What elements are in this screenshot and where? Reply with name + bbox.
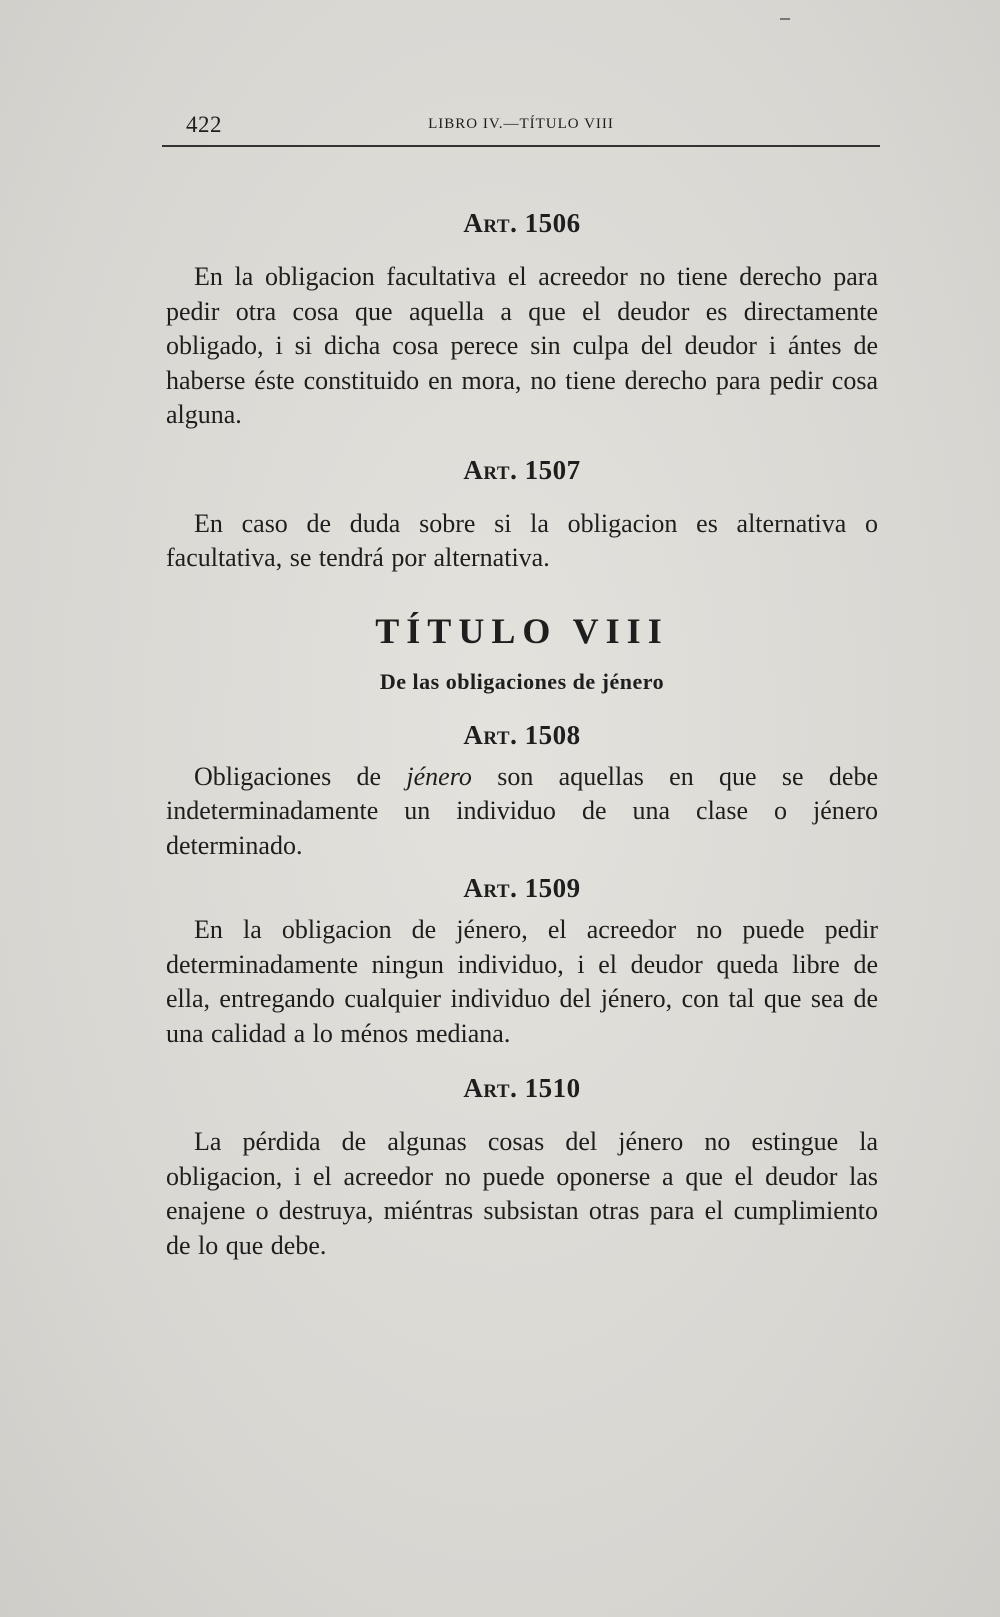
title-heading: TÍTULO VIII	[375, 610, 669, 651]
article-text-1508	[166, 760, 878, 864]
article-heading-1509	[166, 863, 878, 913]
title-subheading: De las obligaciones de jénero	[379, 668, 665, 694]
article-label: Art.	[463, 719, 518, 750]
article-heading-1506	[166, 198, 878, 248]
article-number: 1507	[524, 454, 581, 485]
article-text-1506: En la obligacion facultativa el acreedor no tiene derecho para pedir otra cosa que aquella a que el deudor es directamente obligado, i si dicha cosa perece sin culpa del deudor i ántes de haberse éste constituido en mora, no tiene derecho para pedir cosa alguna.	[166, 262, 878, 429]
article-text-1510: La pérdida de algunas cosas del jénero no estingue la obligacion, i el acreedor no puede oponerse a que el deudor las enajene o destruya, miéntras subsistan otras para el cumplimiento de lo que debe.	[166, 1127, 878, 1260]
running-head: LIBRO IV.—TÍTULO VIII	[428, 116, 614, 132]
page-number: 422	[186, 112, 222, 137]
text-segment: Obligaciones de	[194, 761, 407, 791]
article-label: Art.	[463, 208, 518, 238]
italic-term: jénero	[406, 761, 472, 791]
page-content	[166, 198, 878, 1263]
header-rule	[162, 145, 880, 147]
article-heading-1510	[166, 1063, 878, 1113]
article-number: 1510	[524, 1073, 581, 1103]
stray-mark	[780, 18, 790, 20]
article-number: 1506	[524, 208, 581, 238]
article-label: Art.	[463, 1073, 518, 1103]
article-number: 1508	[524, 719, 581, 750]
article-text-1507: En caso de duda sobre si la obligacion es alternativa o facultativa, se tendrá por alternativa.	[166, 508, 878, 572]
article-label: Art.	[463, 873, 518, 903]
page-header	[162, 108, 880, 144]
article-text-1509: En la obligacion de jénero, el acreedor no puede pedir determinadamente ningun individuo, i el deudor queda libre de ella, entregando cualquier individuo del jénero, con tal que sea de una calidad a lo ménos mediana.	[166, 915, 878, 1048]
article-label: Art.	[463, 454, 518, 485]
article-heading-1507	[166, 445, 878, 495]
article-heading-1508	[166, 710, 878, 760]
article-number: 1509	[524, 873, 581, 903]
text-segment: son aquellas en que se debe indeterminadamente un individuo de una clase o jénero determinado.	[166, 761, 879, 860]
